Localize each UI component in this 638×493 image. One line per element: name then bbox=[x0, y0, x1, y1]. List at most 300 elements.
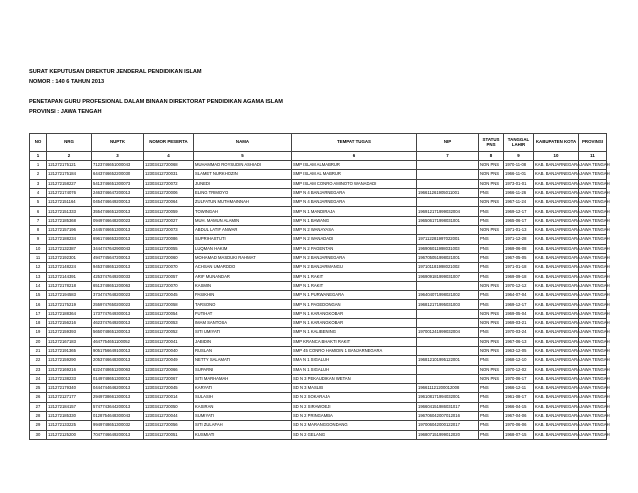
province-cell: JAWA TENGAH bbox=[579, 356, 607, 365]
nip-cell: 196812171995031003 bbox=[417, 300, 479, 309]
table-row bbox=[30, 170, 607, 179]
regency-cell: KAB. BANJARNEGARA bbox=[534, 216, 579, 225]
nrg-cell: 121272167183 bbox=[47, 337, 92, 346]
nrg-cell: 121272179340 bbox=[47, 384, 92, 393]
row-number: 15 bbox=[30, 291, 47, 300]
nuptk-cell: 3734747648200023 bbox=[92, 291, 144, 300]
nuptk-cell: 1737747649300013 bbox=[92, 309, 144, 318]
row-number: 21 bbox=[30, 346, 47, 355]
nuptk-cell: 7047746649200013 bbox=[92, 430, 144, 439]
name-cell: SITI ZULAFAH bbox=[194, 421, 292, 430]
name-cell: SITI UMIYATI bbox=[194, 328, 292, 337]
pns-status-cell: PNS bbox=[479, 328, 504, 337]
birth-date-cell: 1969-06-08 bbox=[504, 244, 534, 253]
participant-number-cell: 12303412720031 bbox=[144, 170, 194, 179]
pns-status-cell: PNS bbox=[479, 430, 504, 439]
table-row bbox=[30, 161, 607, 170]
birth-date-cell: 1965-06-17 bbox=[504, 216, 534, 225]
nrg-cell: 121272185368 bbox=[47, 216, 92, 225]
regency-cell: KAB. BANJARNEGARA bbox=[534, 300, 579, 309]
regency-cell: KAB. BANJARNEGARA bbox=[534, 421, 579, 430]
workplace-cell: SMP ISLAM ALMABRUR bbox=[292, 161, 417, 170]
row-number: 28 bbox=[30, 412, 47, 421]
workplace-cell: SMP N 1 RAKIT bbox=[292, 272, 417, 281]
nip-cell: 196706042007012016 bbox=[417, 412, 479, 421]
nuptk-cell: 4623747649200013 bbox=[92, 319, 144, 328]
name-cell: SITI MARHAMAH bbox=[194, 374, 292, 383]
nuptk-cell: 4947745647200013 bbox=[92, 253, 144, 262]
nip-cell: 196909181999031007 bbox=[417, 272, 479, 281]
regency-cell: KAB. BANJARNEGARA bbox=[534, 272, 579, 281]
pns-status-cell: NON PNS bbox=[479, 226, 504, 235]
nuptk-cell: 2445746651300013 bbox=[92, 226, 144, 235]
row-number: 11 bbox=[30, 253, 47, 262]
name-cell: IMAM SANTOSA bbox=[194, 319, 292, 328]
province-cell: JAWA TENGAH bbox=[579, 244, 607, 253]
name-cell: ARIF MUNANDAR bbox=[194, 272, 292, 281]
province-cell: JAWA TENGAH bbox=[579, 412, 607, 421]
regency-cell: KAB. BANJARNEGARA bbox=[534, 319, 579, 328]
workplace-cell: SMP N 1 PAGEDONGAN bbox=[292, 300, 417, 309]
nrg-cell: 121272169216 bbox=[47, 365, 92, 374]
row-number: 3 bbox=[30, 179, 47, 188]
decree-number: NOMOR : 140 6 TAHUN 2013 bbox=[29, 79, 105, 85]
nip-cell bbox=[417, 365, 479, 374]
province-cell: JAWA TENGAH bbox=[579, 207, 607, 216]
province-cell: JAWA TENGAH bbox=[579, 161, 607, 170]
birth-date-cell: 1967-04-06 bbox=[504, 412, 534, 421]
participant-number-cell: 12303412720068 bbox=[144, 161, 194, 170]
participant-number-cell: 12303412720045 bbox=[144, 291, 194, 300]
nuptk-cell: 6224748651200063 bbox=[92, 365, 144, 374]
table-row bbox=[30, 421, 607, 430]
workplace-cell: SMA N 1 SIGALUH bbox=[292, 356, 417, 365]
pns-status-cell: NON PNS bbox=[479, 309, 504, 318]
nip-cell bbox=[417, 226, 479, 235]
row-number: 10 bbox=[30, 244, 47, 253]
birth-date-cell: 1967-06-13 bbox=[504, 337, 534, 346]
province-cell: JAWA TENGAH bbox=[579, 384, 607, 393]
column-header: NIP bbox=[417, 134, 479, 152]
pns-status-cell: PNS bbox=[479, 291, 504, 300]
column-header: STATUS PNS bbox=[479, 134, 504, 152]
column-header: TEMPAT TUGAS bbox=[292, 134, 417, 152]
nrg-cell: 121272178218 bbox=[47, 281, 92, 290]
birth-date-cell: 1968-12-10 bbox=[504, 356, 534, 365]
name-cell: ZULFATUN MUTHMAINNAH bbox=[194, 198, 292, 207]
pns-status-cell: PNS bbox=[479, 300, 504, 309]
regency-cell: KAB. BANJARNEGARA bbox=[534, 393, 579, 402]
participant-number-cell: 12303412720070 bbox=[144, 281, 194, 290]
pns-status-cell: NON PNS bbox=[479, 170, 504, 179]
participant-number-cell: 12303412720044 bbox=[144, 412, 194, 421]
province-cell: JAWA TENGAH bbox=[579, 216, 607, 225]
pns-status-cell: PNS bbox=[479, 235, 504, 244]
nrg-cell: 121272175121 bbox=[47, 161, 92, 170]
workplace-cell: SD N 3 MASLIB bbox=[292, 384, 417, 393]
table-row bbox=[30, 384, 607, 393]
regency-cell: KAB. BANJARNEGARA bbox=[534, 346, 579, 355]
column-header: NO bbox=[30, 134, 47, 152]
name-cell: ABDUL LATIF ANWAR bbox=[194, 226, 292, 235]
nuptk-cell: 5413746651300073 bbox=[92, 179, 144, 188]
birth-date-cell: 1966-12-11 bbox=[504, 384, 534, 393]
nip-cell bbox=[417, 161, 479, 170]
province-cell: JAWA TENGAH bbox=[579, 188, 607, 197]
birth-date-cell: 1971-01-18 bbox=[504, 263, 534, 272]
name-cell: LUQMAN HAKIM bbox=[194, 244, 292, 253]
nip-cell: 197101181998021002 bbox=[417, 263, 479, 272]
nuptk-cell: 6513748651200063 bbox=[92, 281, 144, 290]
province-cell: JAWA TENGAH bbox=[579, 253, 607, 262]
nip-cell: 196906011998031003 bbox=[417, 244, 479, 253]
table-row bbox=[30, 291, 607, 300]
birth-date-cell: 1970-03-24 bbox=[504, 328, 534, 337]
province-cell: JAWA TENGAH bbox=[579, 337, 607, 346]
regency-cell: KAB. BANJARNEGARA bbox=[534, 263, 579, 272]
province-cell: JAWA TENGAH bbox=[579, 235, 607, 244]
pns-status-cell: NON PNS bbox=[479, 281, 504, 290]
pns-status-cell: PNS bbox=[479, 356, 504, 365]
nrg-cell: 121272159290 bbox=[47, 356, 92, 365]
workplace-cell: SMP N 4 BANJARNEGARA bbox=[292, 188, 417, 197]
pns-status-cell: NON PNS bbox=[479, 319, 504, 328]
regency-cell: KAB. BANJARNEGARA bbox=[534, 170, 579, 179]
participant-number-cell: 12303412720049 bbox=[144, 356, 194, 365]
pns-status-cell: PNS bbox=[479, 263, 504, 272]
table-row bbox=[30, 337, 607, 346]
province-cell: JAWA TENGAH bbox=[579, 272, 607, 281]
participant-number-cell: 12303412720060 bbox=[144, 253, 194, 262]
nip-cell bbox=[417, 309, 479, 318]
workplace-cell: SMP N 1 KARANGKOBAR bbox=[292, 309, 417, 318]
nuptk-cell: 0149748651300013 bbox=[92, 374, 144, 383]
nip-cell: 196812101995122001 bbox=[417, 356, 479, 365]
nrg-cell: 121272188364 bbox=[47, 309, 92, 318]
pns-status-cell: PNS bbox=[479, 393, 504, 402]
workplace-cell: SMP N 1 PURWANEGARA bbox=[292, 291, 417, 300]
regency-cell: KAB. BANJARNEGARA bbox=[534, 291, 579, 300]
regency-cell: KAB. BANJARNEGARA bbox=[534, 253, 579, 262]
birth-date-cell: 1969-12-17 bbox=[504, 207, 534, 216]
regency-cell: KAB. BANJARNEGARA bbox=[534, 281, 579, 290]
nip-cell: 196807151999012020 bbox=[417, 430, 479, 439]
nuptk-cell: 6961746653200013 bbox=[92, 235, 144, 244]
pns-status-cell: PNS bbox=[479, 384, 504, 393]
participant-number-cell: 12303412720059 bbox=[144, 207, 194, 216]
province-cell: JAWA TENGAH bbox=[579, 170, 607, 179]
participant-number-cell: 12303412720086 bbox=[144, 235, 194, 244]
column-number: 4 bbox=[144, 152, 194, 161]
pns-status-cell: PNS bbox=[479, 421, 504, 430]
birth-date-cell: 1971-12-28 bbox=[504, 235, 534, 244]
pns-status-cell: NON PNS bbox=[479, 161, 504, 170]
regency-cell: KAB. BANJARNEGARA bbox=[534, 207, 579, 216]
workplace-cell: SMP ISLAM AL MABRUR bbox=[292, 170, 417, 179]
province-cell: JAWA TENGAH bbox=[579, 226, 607, 235]
nip-cell: 196506171998031001 bbox=[417, 216, 479, 225]
province-label: PROVINSI : JAWA TENGAH bbox=[29, 109, 102, 115]
row-number: 18 bbox=[30, 319, 47, 328]
table-body bbox=[30, 161, 610, 440]
name-cell: RUSLAN bbox=[194, 346, 292, 355]
row-number: 13 bbox=[30, 272, 47, 281]
column-number: 9 bbox=[504, 152, 534, 161]
nuptk-cell: 5747743644200013 bbox=[92, 402, 144, 411]
column-header: NRG bbox=[47, 134, 92, 152]
workplace-cell: SMP N 1 KARANGKOBAR bbox=[292, 319, 417, 328]
workplace-cell: SD N 2 SOKARAJA bbox=[292, 393, 417, 402]
name-cell: KASIRAN bbox=[194, 402, 292, 411]
pns-status-cell: NON PNS bbox=[479, 365, 504, 374]
workplace-cell: SMP N 2 PAGENTAN bbox=[292, 244, 417, 253]
birth-date-cell: 1970-11-08 bbox=[504, 161, 534, 170]
birth-date-cell: 1967-05-05 bbox=[504, 253, 534, 262]
pns-status-cell: PNS bbox=[479, 412, 504, 421]
row-number: 2 bbox=[30, 170, 47, 179]
column-number: 5 bbox=[194, 152, 292, 161]
name-cell: JABIDIN bbox=[194, 337, 292, 346]
nuptk-cell: 4647754651100052 bbox=[92, 337, 144, 346]
birth-date-cell: 1966-04-15 bbox=[504, 402, 534, 411]
birth-date-cell: 1970-12-02 bbox=[504, 365, 534, 374]
nuptk-cell: 0949746648200023 bbox=[92, 216, 144, 225]
regency-cell: KAB. BANJARNEGARA bbox=[534, 328, 579, 337]
column-number: 10 bbox=[534, 152, 579, 161]
name-cell: TOWINGAH bbox=[194, 207, 292, 216]
row-number: 26 bbox=[30, 393, 47, 402]
table-header-row bbox=[30, 134, 607, 152]
province-cell: JAWA TENGAH bbox=[579, 291, 607, 300]
table-row bbox=[30, 412, 607, 421]
table-row bbox=[30, 300, 607, 309]
participant-number-cell: 12303412720045 bbox=[144, 384, 194, 393]
name-cell: FUTIHAT bbox=[194, 309, 292, 318]
nrg-cell: 121272188234 bbox=[47, 235, 92, 244]
nrg-cell: 121272157196 bbox=[47, 226, 92, 235]
name-cell: KASMIN bbox=[194, 281, 292, 290]
birth-date-cell: 1963-12-05 bbox=[504, 346, 534, 355]
column-number: 6 bbox=[292, 152, 417, 161]
birth-date-cell: 1961-08-17 bbox=[504, 393, 534, 402]
workplace-cell: SMP ISLAM CONRO AMINOTO WANADADI bbox=[292, 179, 417, 188]
row-number: 29 bbox=[30, 421, 47, 430]
name-cell: SLAMET NURKHOZIN bbox=[194, 170, 292, 179]
table-row bbox=[30, 253, 607, 262]
nuptk-cell: 9051756649100013 bbox=[92, 346, 144, 355]
name-cell: ELING TRIMOYO bbox=[194, 188, 292, 197]
birth-date-cell: 1969-09-18 bbox=[504, 272, 534, 281]
name-cell: JUNEDI bbox=[194, 179, 292, 188]
workplace-cell: SD N 2 SIRAWOEJI bbox=[292, 402, 417, 411]
column-number: 11 bbox=[579, 152, 607, 161]
table-row bbox=[30, 216, 607, 225]
nrg-cell: 121272158227 bbox=[47, 179, 92, 188]
nip-cell bbox=[417, 198, 479, 207]
birth-date-cell: 1969-05-04 bbox=[504, 309, 534, 318]
name-cell: KARYATI bbox=[194, 384, 292, 393]
birth-date-cell: 1966-11-26 bbox=[504, 188, 534, 197]
nip-cell: 196108171994032001 bbox=[417, 393, 479, 402]
participant-number-cell: 12303412720054 bbox=[144, 309, 194, 318]
nrg-cell: 121272151333 bbox=[47, 207, 92, 216]
column-number-row bbox=[30, 152, 607, 161]
pns-status-cell: PNS bbox=[479, 402, 504, 411]
regency-cell: KAB. BANJARNEGARA bbox=[534, 235, 579, 244]
table-row bbox=[30, 356, 607, 365]
nrg-cell: 121272132387 bbox=[47, 244, 92, 253]
name-cell: SUPARNI bbox=[194, 365, 292, 374]
column-header: NUPTK bbox=[92, 134, 144, 152]
row-number: 30 bbox=[30, 430, 47, 439]
participant-number-cell: 12303412720057 bbox=[144, 272, 194, 281]
table-row bbox=[30, 226, 607, 235]
nrg-cell: 121272144391 bbox=[47, 272, 92, 281]
nuptk-cell: 9949748651300032 bbox=[92, 421, 144, 430]
workplace-cell: SMP N 2 WANAYASA bbox=[292, 226, 417, 235]
pns-status-cell: PNS bbox=[479, 253, 504, 262]
row-number: 20 bbox=[30, 337, 47, 346]
province-cell: JAWA TENGAH bbox=[579, 281, 607, 290]
column-header: NOMOR PESERTA bbox=[144, 134, 194, 152]
pns-status-cell: PNS bbox=[479, 188, 504, 197]
nip-cell bbox=[417, 337, 479, 346]
workplace-cell: SMP N 1 RAKIT bbox=[292, 281, 417, 290]
nuptk-cell: 0454746649200013 bbox=[92, 198, 144, 207]
table-row bbox=[30, 198, 607, 207]
column-number: 1 bbox=[30, 152, 47, 161]
province-cell: JAWA TENGAH bbox=[579, 421, 607, 430]
regency-cell: KAB. BANJARNEGARA bbox=[534, 374, 579, 383]
table-row bbox=[30, 235, 607, 244]
workplace-cell: SMP N 1 MANDIRAJA bbox=[292, 207, 417, 216]
participant-number-cell: 12303412720051 bbox=[144, 430, 194, 439]
nuptk-cell: 2559747650200023 bbox=[92, 300, 144, 309]
regency-cell: KAB. BANJARNEGARA bbox=[534, 179, 579, 188]
name-cell: SUMIYATI bbox=[194, 412, 292, 421]
nip-cell bbox=[417, 281, 479, 290]
regency-cell: KAB. BANJARNEGARA bbox=[534, 244, 579, 253]
regency-cell: KAB. BANJARNEGARA bbox=[534, 402, 579, 411]
nrg-cell: 121272191365 bbox=[47, 346, 92, 355]
province-cell: JAWA TENGAH bbox=[579, 300, 607, 309]
birth-date-cell: 1970-06-06 bbox=[504, 421, 534, 430]
province-cell: JAWA TENGAH bbox=[579, 179, 607, 188]
birth-date-cell: 1967-11-24 bbox=[504, 198, 534, 207]
row-number: 19 bbox=[30, 328, 47, 337]
nuptk-cell: 9453748651200013 bbox=[92, 263, 144, 272]
row-number: 12 bbox=[30, 263, 47, 272]
decree-subject: PENETAPAN GURU PROFESIONAL DALAM BINAAN DIREKTORAT PENDIDIKAN AGAMA ISLAM bbox=[29, 99, 283, 105]
workplace-cell: SMP KRANCA BHAKTI RAKIT bbox=[292, 337, 417, 346]
birth-date-cell: 1970-12-12 bbox=[504, 281, 534, 290]
workplace-cell: SMP N 2 BANJARMANGU bbox=[292, 263, 417, 272]
nrg-cell: 121272192301 bbox=[47, 253, 92, 262]
nrg-cell: 121272184157 bbox=[47, 402, 92, 411]
name-cell: NETTY SALAMATI bbox=[194, 356, 292, 365]
pns-status-cell: PNS bbox=[479, 216, 504, 225]
regency-cell: KAB. BANJARNEGARA bbox=[534, 365, 579, 374]
row-number: 16 bbox=[30, 300, 47, 309]
decree-title: SURAT KEPUTUSAN DIREKTUR JENDERAL PENDIDIKAN ISLAM bbox=[29, 69, 202, 75]
table-row bbox=[30, 393, 607, 402]
province-cell: JAWA TENGAH bbox=[579, 309, 607, 318]
table-row bbox=[30, 244, 607, 253]
participant-number-cell: 12303412720053 bbox=[144, 319, 194, 328]
nip-cell bbox=[417, 374, 479, 383]
nip-cell: 197112281997022001 bbox=[417, 235, 479, 244]
nuptk-cell: 7123746651000043 bbox=[92, 161, 144, 170]
regency-cell: KAB. BANJARNEGARA bbox=[534, 226, 579, 235]
nuptk-cell: 2949738661300013 bbox=[92, 393, 144, 402]
table-row bbox=[30, 179, 607, 188]
row-number: 22 bbox=[30, 356, 47, 365]
table-row bbox=[30, 188, 607, 197]
regency-cell: KAB. BANJARNEGARA bbox=[534, 161, 579, 170]
nrg-cell: 121272151164 bbox=[47, 198, 92, 207]
table-row bbox=[30, 309, 607, 318]
column-header: KABUPATEN KOTA bbox=[534, 134, 579, 152]
birth-date-cell: 1971-01-13 bbox=[504, 226, 534, 235]
name-cell: TARSONO bbox=[194, 300, 292, 309]
nrg-cell: 121272148224 bbox=[47, 263, 92, 272]
name-cell: KUSMIATI bbox=[194, 430, 292, 439]
nrg-cell: 121272175219 bbox=[47, 300, 92, 309]
workplace-cell: SMP N 2 WANADADI bbox=[292, 235, 417, 244]
birth-date-cell: 1969-12-17 bbox=[504, 300, 534, 309]
name-cell: SULASIH bbox=[194, 393, 292, 402]
birth-date-cell: 1969-03-21 bbox=[504, 319, 534, 328]
nuptk-cell: 0128754648300043 bbox=[92, 412, 144, 421]
nrg-cell: 121272127177 bbox=[47, 393, 92, 402]
nip-cell: 196404071998021002 bbox=[417, 291, 479, 300]
row-number: 5 bbox=[30, 198, 47, 207]
table-row bbox=[30, 430, 607, 439]
column-number: 7 bbox=[417, 152, 479, 161]
table-row bbox=[30, 281, 607, 290]
regency-cell: KAB. BANJARNEGARA bbox=[534, 412, 579, 421]
nrg-cell: 121272174076 bbox=[47, 188, 92, 197]
nip-cell bbox=[417, 179, 479, 188]
column-number: 2 bbox=[47, 152, 92, 161]
participant-number-cell: 12303412720056 bbox=[144, 421, 194, 430]
participant-number-cell: 12303412720055 bbox=[144, 244, 194, 253]
row-number: 24 bbox=[30, 374, 47, 383]
row-number: 7 bbox=[30, 216, 47, 225]
nip-cell: 197006042000122017 bbox=[417, 421, 479, 430]
nrg-cell: 121272159393 bbox=[47, 328, 92, 337]
province-cell: JAWA TENGAH bbox=[579, 263, 607, 272]
participant-number-cell: 12303412720064 bbox=[144, 198, 194, 207]
nuptk-cell: 5650748651300013 bbox=[92, 328, 144, 337]
column-header: TANGGAL LAHIR bbox=[504, 134, 534, 152]
regency-cell: KAB. BANJARNEGARA bbox=[534, 309, 579, 318]
regency-cell: KAB. BANJARNEGARA bbox=[534, 198, 579, 207]
participant-number-cell: 12303412720006 bbox=[144, 188, 194, 197]
table-row bbox=[30, 319, 607, 328]
nip-cell: 196705051998021001 bbox=[417, 253, 479, 262]
participant-number-cell: 12303412720067 bbox=[144, 374, 194, 383]
birth-date-cell: 1970-06-17 bbox=[504, 374, 534, 383]
workplace-cell: SD N 2 MARANGGONDANG bbox=[292, 421, 417, 430]
birth-date-cell: 1966-11-01 bbox=[504, 170, 534, 179]
nip-cell: 196611261905011001 bbox=[417, 188, 479, 197]
participant-number-cell: 12303412720040 bbox=[144, 346, 194, 355]
pns-status-cell: NON PNS bbox=[479, 198, 504, 207]
row-number: 8 bbox=[30, 226, 47, 235]
table-row bbox=[30, 263, 607, 272]
nip-cell bbox=[417, 319, 479, 328]
